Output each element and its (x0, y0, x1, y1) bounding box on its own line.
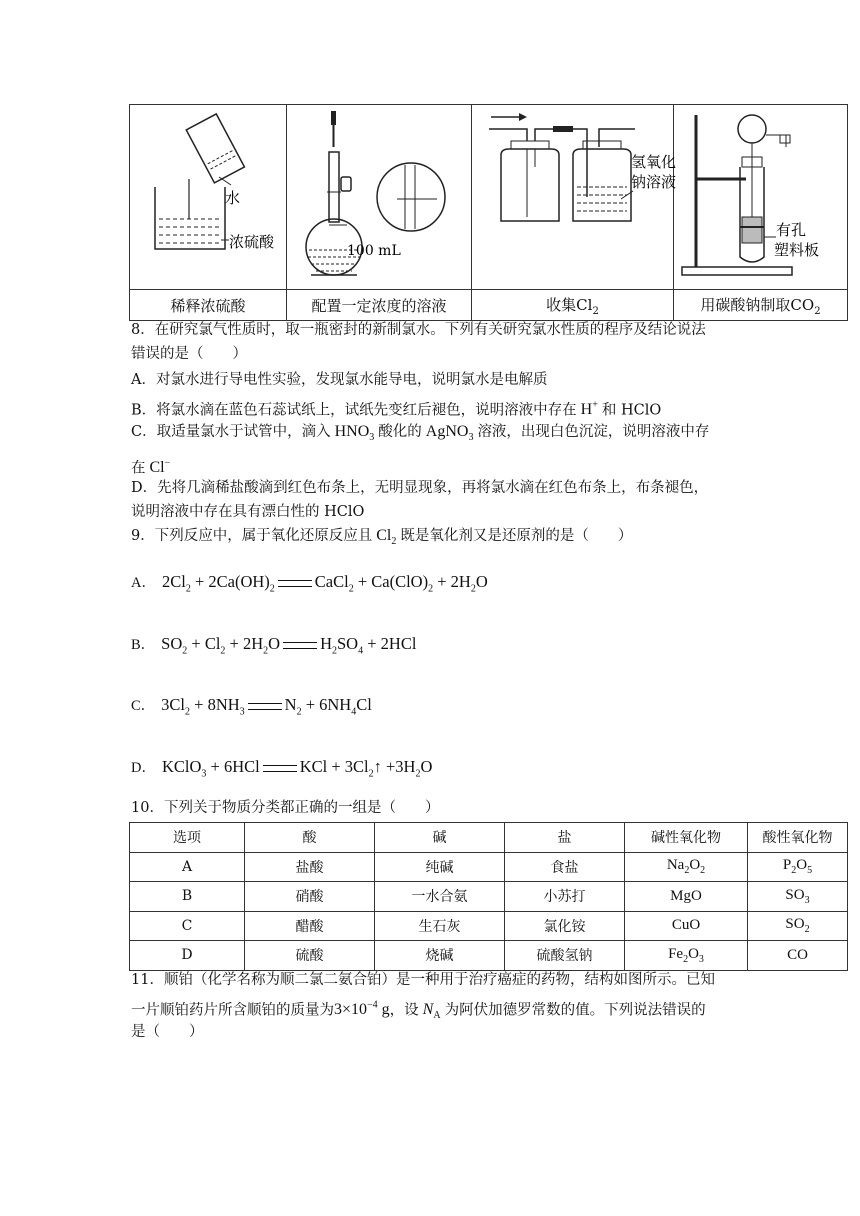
header-cell: 盐 (505, 823, 625, 853)
header-cell: 碱 (375, 823, 505, 853)
table-cell: $Fe_2O_3$ (625, 941, 748, 971)
q9-stem: 9．下列反应中，属于氧化还原反应且 $Cl_2$ 既是氧化剂又是还原剂的是（ ） (131, 527, 633, 548)
table-cell: MgO (625, 882, 748, 912)
naoh-label-1: 氢氧化 (630, 153, 676, 171)
caption-dilute: 稀释浓硫酸 (130, 290, 287, 321)
q8-option-d-line1: D．先将几滴稀盐酸滴到红色布条上，无明显现象，再将氯水滴在红色布条上，布条褪色， (131, 480, 709, 496)
q8-option-c-line2: 在 Cl− (131, 458, 171, 477)
table-cell: 小苏打 (505, 882, 625, 912)
caption-solution: 配置一定浓度的溶液 (287, 290, 472, 321)
table-cell: 纯碱 (375, 852, 505, 882)
q9-option-d: D． KClO$_3$ + 6HCl KCl + $3Cl_2↑ +3H_2O$ (131, 757, 433, 780)
table-cell: $P_2O_5$ (748, 852, 848, 882)
board-label-1: 有孔 (775, 221, 806, 239)
q8-stem-line2: 错误的是（ ） (131, 346, 247, 362)
caption-make-co2: 用碳酸钠制取$CO_2$ (674, 290, 848, 321)
table-cell: 硝酸 (245, 882, 375, 912)
table-header-row (130, 823, 848, 853)
acid-label: 浓硫酸 (229, 233, 275, 251)
q8-option-a: A．对氯水进行导电性实验，发现氯水能导电，说明氯水是电解质 (131, 372, 548, 388)
table-cell: 氯化铵 (505, 911, 625, 941)
volumetric-flask-image (287, 105, 472, 290)
table-cell: CO (748, 941, 848, 971)
q11-line2: 一片顺铂药片所含顺铂的质量为$3\times 10^{-4}$ g，设 $N_A$ 为阿伏加德罗常数的值。下列说法错误的 (131, 1000, 706, 1022)
q9-option-b: B． $SO_2 + Cl_2 + 2H_2O$ $H_2SO_4 + 2HCl$ (131, 634, 417, 657)
q11-line3: 是（ ） (131, 1024, 204, 1040)
caption-collect-cl2: 收集$Cl_2$ (472, 290, 674, 321)
table-cell: $Na_2O_2$ (625, 852, 748, 882)
table-cell: 盐酸 (245, 852, 375, 882)
table-row (130, 941, 848, 971)
q8-option-c-line1: C．取适量氯水于试管中，滴入 $HNO_3$ 酸化的 AgNO$_3$ 溶液，出现白色沉淀，说明溶液中存 (131, 423, 710, 444)
table-cell: 一水合氨 (375, 882, 505, 912)
header-cell: 碱性氧化物 (625, 823, 748, 853)
volume-label: 100 mL (347, 243, 401, 259)
q8-option-b: B．将氯水滴在蓝色石蕊试纸上，试纸先变红后褪色，说明溶液中存在 H+ 和 HClO (131, 400, 662, 419)
table-cell: 醋酸 (245, 911, 375, 941)
table-cell: $SO_3$ (748, 882, 848, 912)
table-cell: 生石灰 (375, 911, 505, 941)
table-cell: B (130, 882, 245, 912)
header-cell: 酸性氧化物 (748, 823, 848, 853)
table-cell: C (130, 911, 245, 941)
q8-stem-line1: 8．在研究氯气性质时，取一瓶密封的新制氯水。下列有关研究氯水性质的程序及结论说法 (131, 322, 706, 338)
make-co2-image (674, 105, 848, 290)
table-cell: $SO_2$ (748, 911, 848, 941)
board-label-2: 塑料板 (773, 241, 819, 259)
table-cell: D (130, 941, 245, 971)
q11-line1: 11．顺铂（化学名称为顺二氯二氨合铂）是一种用于治疗癌症的药物，结构如图所示。已知 (131, 972, 715, 988)
table-row (130, 852, 848, 882)
q10-stem: 10．下列关于物质分类都正确的一组是（ ） (131, 800, 440, 816)
header-cell: 选项 (130, 823, 245, 853)
header-cell: 酸 (245, 823, 375, 853)
table-cell: CuO (625, 911, 748, 941)
dilute-acid-image (130, 105, 287, 290)
collect-cl2-image (472, 105, 674, 290)
q8-option-d-line2: 说明溶液中存在具有漂白性的 HClO (131, 504, 365, 520)
apparatus-table (129, 104, 848, 321)
table-cell: 烧碱 (375, 941, 505, 971)
q9-option-c: C． $3Cl_2 + 8NH_3$ $N_2 + 6NH_4Cl$ (131, 695, 372, 718)
table-cell: 硫酸氢钠 (505, 941, 625, 971)
table-cell: 食盐 (505, 852, 625, 882)
classification-table (129, 822, 848, 971)
table-row (130, 882, 848, 912)
water-label: 水 (225, 189, 241, 207)
table-cell: A (130, 852, 245, 882)
naoh-label-2: 钠溶液 (630, 173, 676, 191)
table-cell: 硫酸 (245, 941, 375, 971)
q9-option-a: A． $2Cl_2 + 2Ca(OH)_2$ CaCl$_2$ + $Ca(ClO)_2 + 2H_2O$ (131, 572, 488, 595)
table-row (130, 911, 848, 941)
